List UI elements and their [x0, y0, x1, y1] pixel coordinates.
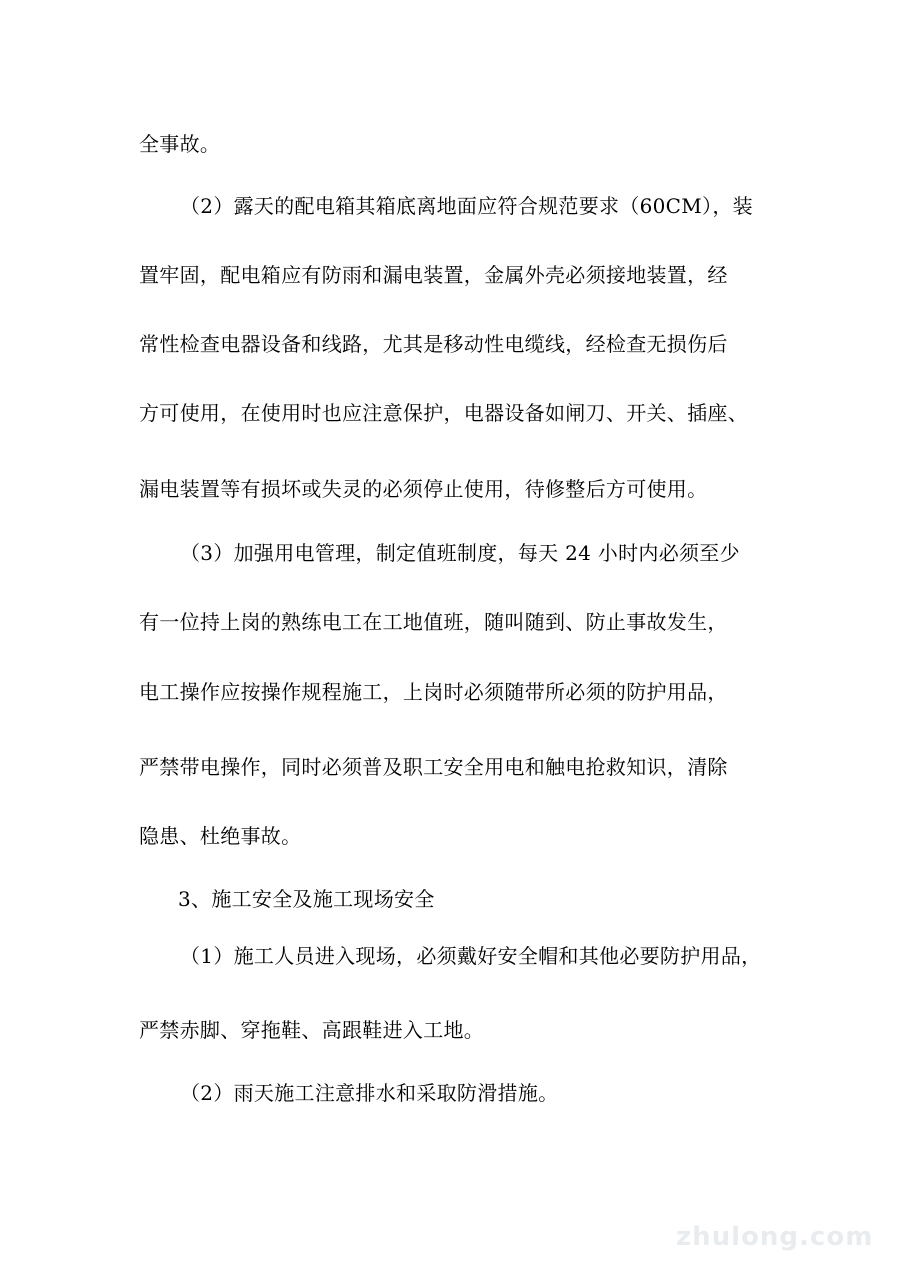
- section-heading: 3、施工安全及施工现场安全: [178, 887, 435, 911]
- paragraph-line: （3）加强用电管理，制定值班制度，每天 24 小时内必须至少: [180, 541, 740, 565]
- paragraph-line: 电工操作应按操作规程施工，上岗时必须随带所必须的防护用品，: [139, 680, 728, 704]
- paragraph-line: 严禁赤脚、穿拖鞋、高跟鞋进入工地。: [139, 1018, 485, 1042]
- paragraph-line: （2）雨天施工注意排水和采取防滑措施。: [180, 1081, 559, 1105]
- paragraph-line: 方可使用，在使用时也应注意保护，电器设备如闸刀、开关、插座、: [139, 401, 748, 425]
- paragraph-line: 全事故。: [139, 132, 221, 156]
- paragraph-line: 常性检查电器设备和线路，尤其是移动性电缆线，经检查无损伤后: [139, 332, 728, 356]
- paragraph-line: （2）露天的配电箱其箱底离地面应符合规范要求（60CM），装: [180, 194, 753, 218]
- paragraph-line: 隐患、杜绝事故。: [139, 824, 302, 848]
- paragraph-line: （1）施工人员进入现场，必须戴好安全帽和其他必要防护用品，: [180, 944, 762, 968]
- paragraph-line: 有一位持上岗的熟练电工在工地值班，随叫随到、防止事故发生，: [139, 610, 728, 634]
- paragraph-line: 严禁带电操作，同时必须普及职工安全用电和触电抢救知识，清除: [139, 755, 728, 779]
- paragraph-line: 置牢固，配电箱应有防雨和漏电装置，金属外壳必须接地装置，经: [139, 263, 728, 287]
- paragraph-line: 漏电装置等有损坏或失灵的必须停止使用，待修整后方可使用。: [139, 477, 708, 501]
- watermark-logo: zhulong.com: [676, 1222, 874, 1252]
